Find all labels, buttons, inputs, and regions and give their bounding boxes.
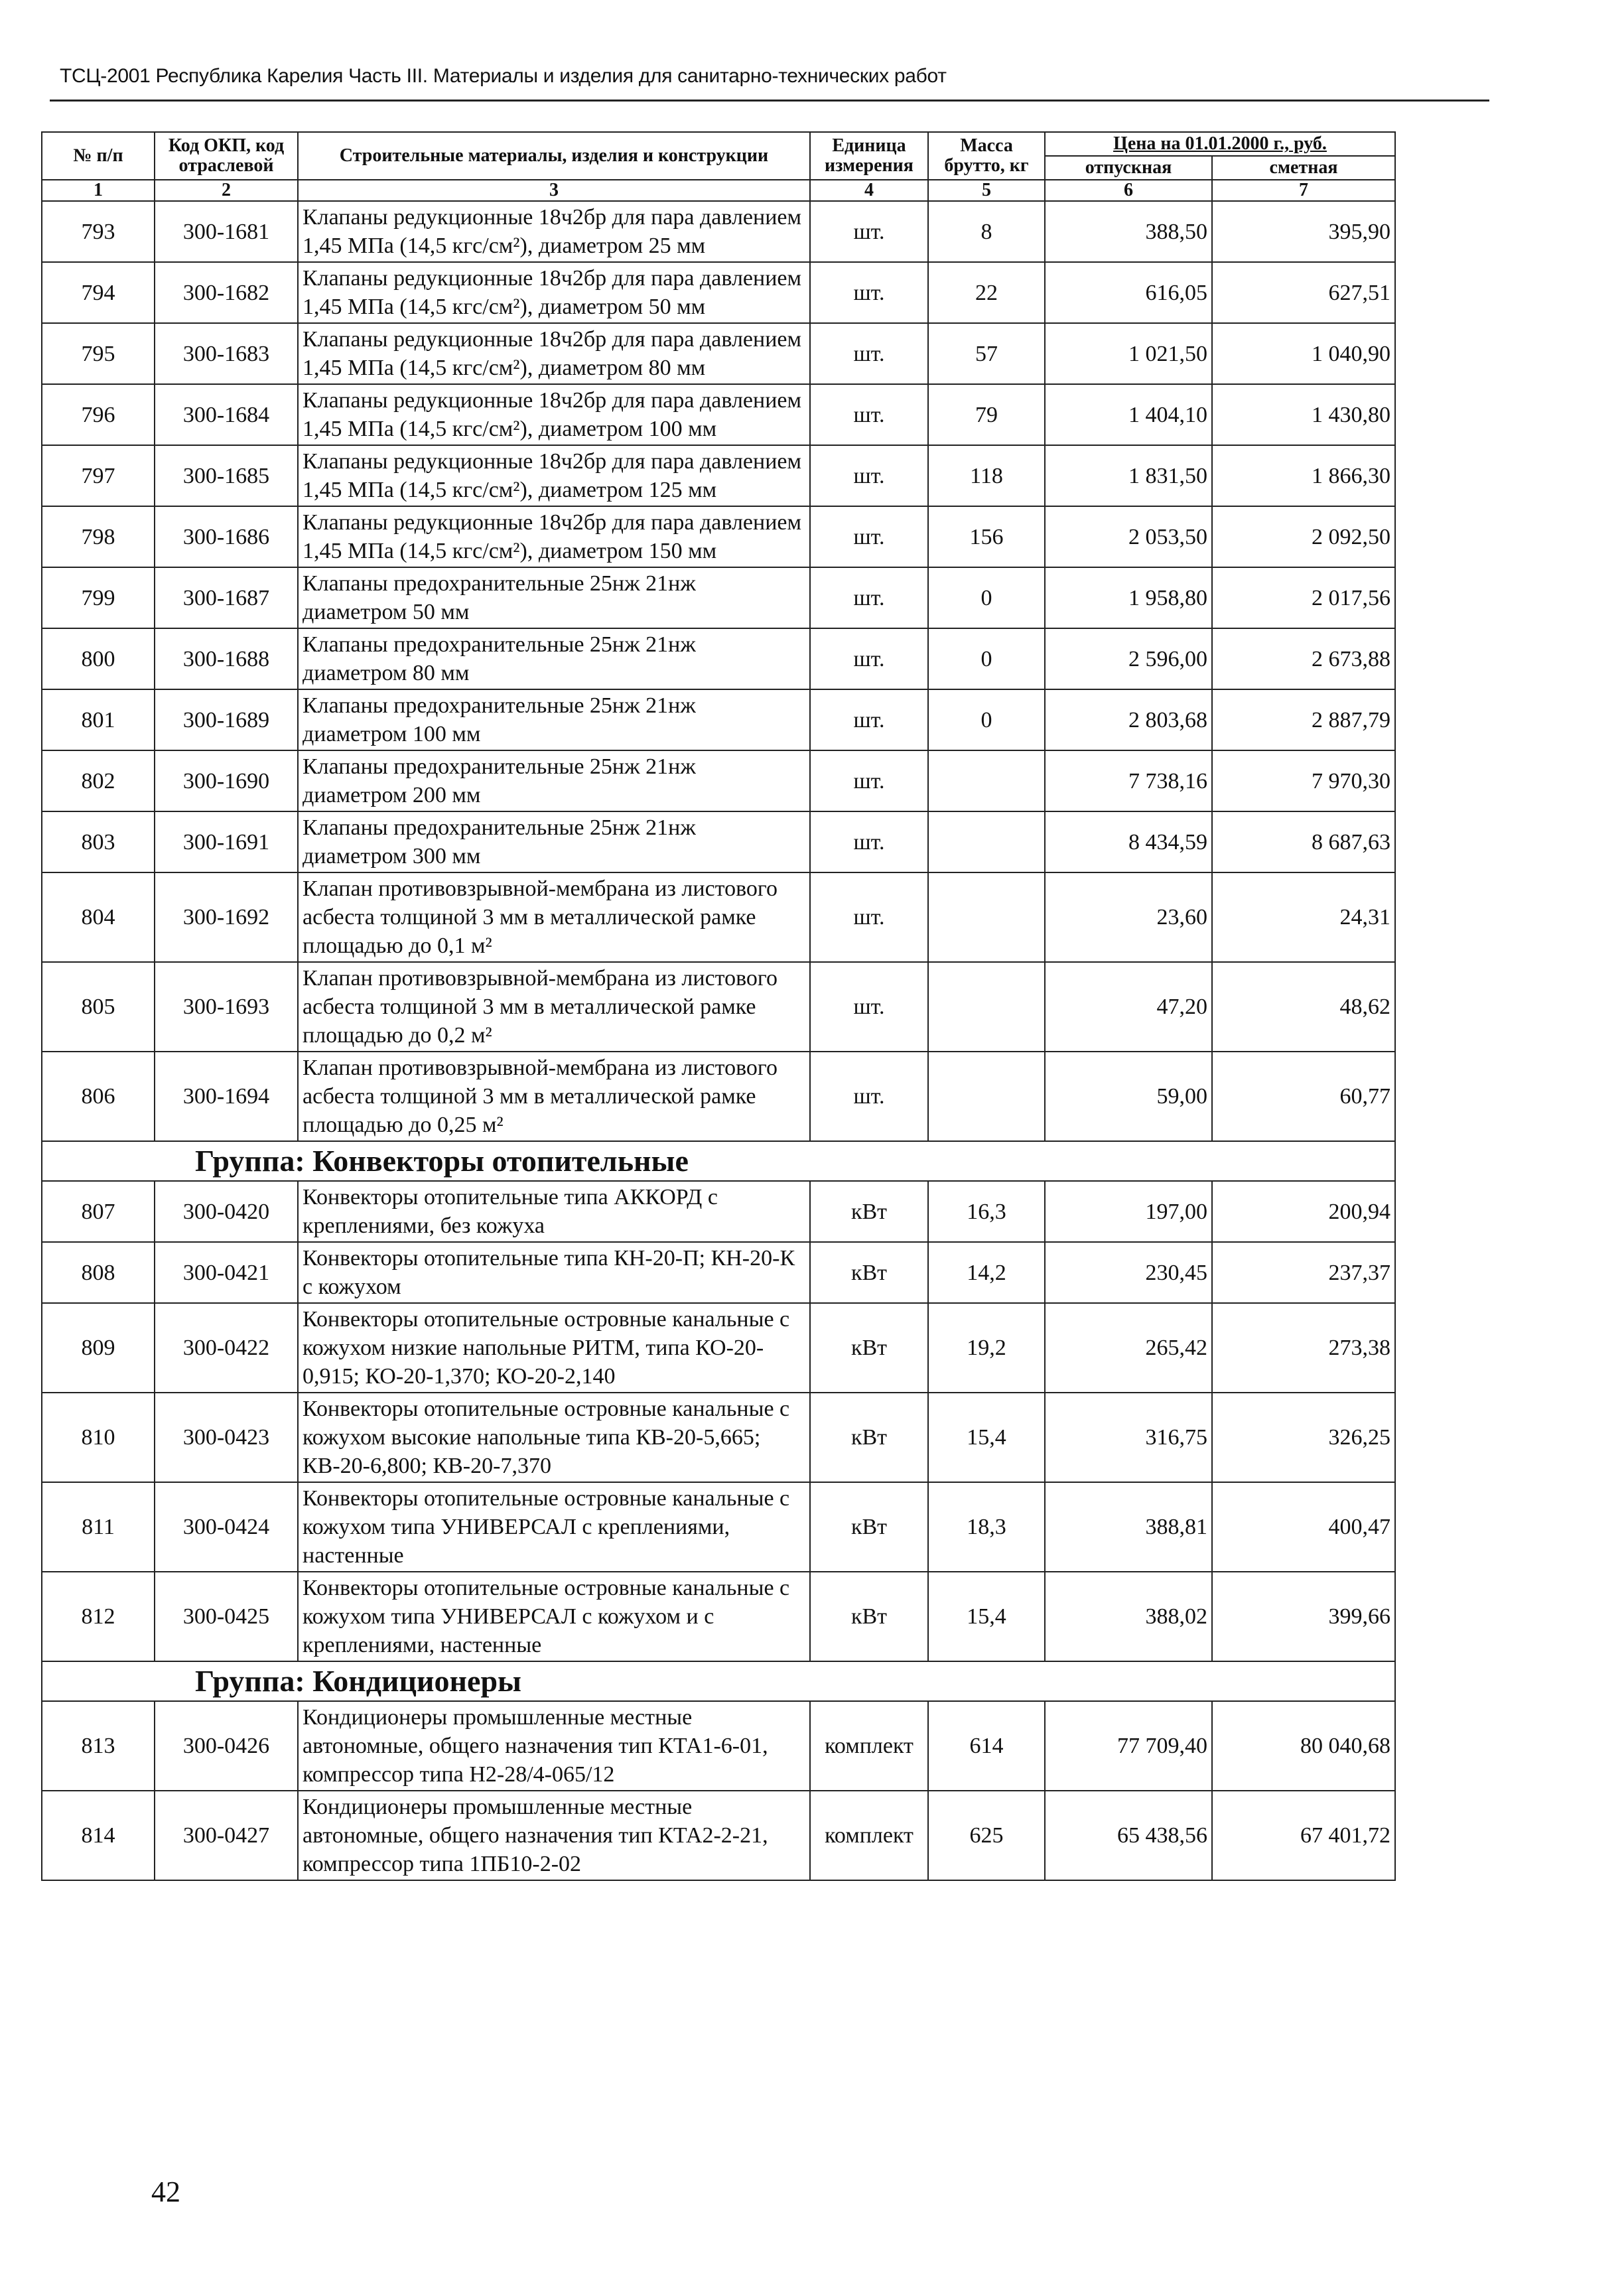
row-code: 300-1690	[155, 750, 298, 811]
row-mass: 16,3	[928, 1181, 1045, 1242]
row-code: 300-1684	[155, 384, 298, 445]
row-price-estimate: 80 040,68	[1212, 1701, 1395, 1791]
row-description: Конвекторы отопительные типа АККОРД с креплениями, без кожуха	[298, 1181, 810, 1242]
row-price-release: 47,20	[1045, 962, 1212, 1052]
row-description: Клапаны редукционные 18ч2бр для пара давлением 1,45 МПа (14,5 кгс/см²), диаметром 80 мм	[298, 323, 810, 384]
row-price-estimate: 1 040,90	[1212, 323, 1395, 384]
row-code: 300-0425	[155, 1572, 298, 1661]
table-row	[42, 1242, 1395, 1303]
row-mass: 22	[928, 262, 1045, 323]
row-code: 300-1683	[155, 323, 298, 384]
table-body	[42, 201, 1395, 1880]
row-price-release: 265,42	[1045, 1303, 1212, 1393]
row-mass: 18,3	[928, 1482, 1045, 1572]
row-price-estimate: 2 092,50	[1212, 506, 1395, 567]
row-price-release: 8 434,59	[1045, 811, 1212, 872]
row-mass: 614	[928, 1701, 1045, 1791]
row-code: 300-1682	[155, 262, 298, 323]
row-mass	[928, 811, 1045, 872]
row-number: 805	[42, 962, 155, 1052]
table-row	[42, 1572, 1395, 1661]
column-number: 1	[42, 180, 155, 201]
row-description: Клапаны редукционные 18ч2бр для пара давлением 1,45 МПа (14,5 кгс/см²), диаметром 100 мм	[298, 384, 810, 445]
table-header-row	[42, 132, 1395, 156]
row-number: 800	[42, 628, 155, 689]
row-number: 808	[42, 1242, 155, 1303]
row-unit: шт.	[810, 567, 928, 628]
row-price-estimate: 395,90	[1212, 201, 1395, 262]
row-price-estimate: 399,66	[1212, 1572, 1395, 1661]
row-mass	[928, 962, 1045, 1052]
row-unit: кВт	[810, 1572, 928, 1661]
row-price-release: 388,02	[1045, 1572, 1212, 1661]
table-row	[42, 1701, 1395, 1791]
column-number: 2	[155, 180, 298, 201]
row-price-release: 2 803,68	[1045, 689, 1212, 750]
row-price-estimate: 8 687,63	[1212, 811, 1395, 872]
row-description: Клапан противовзрывной-мембрана из листового асбеста толщиной 3 мм в металлической рамке площадью до 0,2 м²	[298, 962, 810, 1052]
row-unit: шт.	[810, 506, 928, 567]
row-price-estimate: 60,77	[1212, 1052, 1395, 1141]
table-row	[42, 1791, 1395, 1880]
row-description: Кондиционеры промышленные местные автономные, общего назначения тип КТА1-6-01, компрессор типа Н2-28/4-065/12	[298, 1701, 810, 1791]
row-code: 300-1688	[155, 628, 298, 689]
row-number: 802	[42, 750, 155, 811]
row-price-estimate: 2 673,88	[1212, 628, 1395, 689]
row-price-estimate: 326,25	[1212, 1393, 1395, 1482]
row-unit: кВт	[810, 1181, 928, 1242]
col-header-price-estimate: сметная	[1212, 156, 1395, 180]
row-code: 300-1691	[155, 811, 298, 872]
row-price-estimate: 24,31	[1212, 872, 1395, 962]
row-price-release: 616,05	[1045, 262, 1212, 323]
row-unit: шт.	[810, 872, 928, 962]
row-code: 300-0421	[155, 1242, 298, 1303]
row-number: 803	[42, 811, 155, 872]
row-code: 300-1693	[155, 962, 298, 1052]
table-row	[42, 1052, 1395, 1141]
row-unit: шт.	[810, 445, 928, 506]
row-number: 794	[42, 262, 155, 323]
row-price-estimate: 273,38	[1212, 1303, 1395, 1393]
row-mass: 118	[928, 445, 1045, 506]
row-code: 300-1686	[155, 506, 298, 567]
row-mass: 625	[928, 1791, 1045, 1880]
row-code: 300-0423	[155, 1393, 298, 1482]
row-mass	[928, 1052, 1045, 1141]
row-unit: комплект	[810, 1791, 928, 1880]
row-unit: шт.	[810, 628, 928, 689]
row-number: 795	[42, 323, 155, 384]
table-row	[42, 1393, 1395, 1482]
row-number: 810	[42, 1393, 155, 1482]
row-price-estimate: 237,37	[1212, 1242, 1395, 1303]
row-description: Конвекторы отопительные островные канальные с кожухом типа УНИВЕРСАЛ с кожухом и с креплениями, настенные	[298, 1572, 810, 1661]
row-price-release: 65 438,56	[1045, 1791, 1212, 1880]
row-number: 813	[42, 1701, 155, 1791]
row-code: 300-1685	[155, 445, 298, 506]
row-unit: кВт	[810, 1303, 928, 1393]
table-row	[42, 567, 1395, 628]
row-price-estimate: 7 970,30	[1212, 750, 1395, 811]
row-price-release: 1 404,10	[1045, 384, 1212, 445]
row-mass: 57	[928, 323, 1045, 384]
row-price-estimate: 400,47	[1212, 1482, 1395, 1572]
row-description: Клапан противовзрывной-мембрана из листового асбеста толщиной 3 мм в металлической рамке площадью до 0,1 м²	[298, 872, 810, 962]
row-price-estimate: 48,62	[1212, 962, 1395, 1052]
table-row	[42, 445, 1395, 506]
col-header-price-release: отпускная	[1045, 156, 1212, 180]
column-number: 4	[810, 180, 928, 201]
row-number: 796	[42, 384, 155, 445]
row-price-estimate: 200,94	[1212, 1181, 1395, 1242]
table-row	[42, 750, 1395, 811]
row-description: Клапаны предохранительные 25нж 21нж диаметром 300 мм	[298, 811, 810, 872]
row-price-release: 59,00	[1045, 1052, 1212, 1141]
row-number: 814	[42, 1791, 155, 1880]
row-unit: шт.	[810, 323, 928, 384]
row-number: 806	[42, 1052, 155, 1141]
row-code: 300-0422	[155, 1303, 298, 1393]
col-header-unit: Единица измерения	[810, 132, 928, 180]
row-mass: 0	[928, 567, 1045, 628]
row-description: Клапан противовзрывной-мембрана из листового асбеста толщиной 3 мм в металлической рамке площадью до 0,25 м²	[298, 1052, 810, 1141]
row-description: Клапаны редукционные 18ч2бр для пара давлением 1,45 МПа (14,5 кгс/см²), диаметром 125 мм	[298, 445, 810, 506]
row-number: 811	[42, 1482, 155, 1572]
row-price-estimate: 67 401,72	[1212, 1791, 1395, 1880]
column-number-row	[42, 180, 1395, 201]
page-header-title: ТСЦ-2001 Республика Карелия Часть III. Материалы и изделия для санитарно-технических работ	[60, 65, 947, 87]
row-price-release: 197,00	[1045, 1181, 1212, 1242]
row-price-release: 1 831,50	[1045, 445, 1212, 506]
row-number: 804	[42, 872, 155, 962]
row-price-estimate: 2 017,56	[1212, 567, 1395, 628]
row-unit: шт.	[810, 384, 928, 445]
row-price-release: 1 958,80	[1045, 567, 1212, 628]
row-unit: кВт	[810, 1393, 928, 1482]
column-number: 5	[928, 180, 1045, 201]
row-code: 300-0420	[155, 1181, 298, 1242]
row-code: 300-0426	[155, 1701, 298, 1791]
materials-price-table	[41, 131, 1396, 1881]
row-description: Клапаны предохранительные 25нж 21нж диаметром 100 мм	[298, 689, 810, 750]
row-mass	[928, 750, 1045, 811]
table-row	[42, 262, 1395, 323]
row-code: 300-0424	[155, 1482, 298, 1572]
row-price-release: 230,45	[1045, 1242, 1212, 1303]
row-number: 801	[42, 689, 155, 750]
group-header-row	[42, 1141, 1395, 1181]
group-title: Группа: Кондиционеры	[42, 1661, 1395, 1701]
row-description: Клапаны предохранительные 25нж 21нж диаметром 80 мм	[298, 628, 810, 689]
row-number: 812	[42, 1572, 155, 1661]
row-description: Конвекторы отопительные островные канальные с кожухом типа УНИВЕРСАЛ с креплениями, настенные	[298, 1482, 810, 1572]
row-unit: шт.	[810, 962, 928, 1052]
row-price-release: 2 596,00	[1045, 628, 1212, 689]
table-row	[42, 872, 1395, 962]
table-row	[42, 384, 1395, 445]
column-number: 7	[1212, 180, 1395, 201]
row-mass: 8	[928, 201, 1045, 262]
row-number: 809	[42, 1303, 155, 1393]
row-description: Клапаны редукционные 18ч2бр для пара давлением 1,45 МПа (14,5 кгс/см²), диаметром 150 мм	[298, 506, 810, 567]
row-mass: 0	[928, 689, 1045, 750]
row-mass	[928, 872, 1045, 962]
column-number: 6	[1045, 180, 1212, 201]
row-code: 300-1689	[155, 689, 298, 750]
row-price-release: 2 053,50	[1045, 506, 1212, 567]
row-description: Кондиционеры промышленные местные автономные, общего назначения тип КТА2-2-21, компрессор типа 1ПБ10-2-02	[298, 1791, 810, 1880]
row-unit: шт.	[810, 1052, 928, 1141]
row-mass: 14,2	[928, 1242, 1045, 1303]
row-description: Конвекторы отопительные островные канальные с кожухом низкие напольные РИТМ, типа КО-20-0,915; КО-20-1,370; КО-20-2,140	[298, 1303, 810, 1393]
table-row	[42, 1482, 1395, 1572]
row-number: 797	[42, 445, 155, 506]
row-price-release: 7 738,16	[1045, 750, 1212, 811]
row-number: 798	[42, 506, 155, 567]
row-code: 300-1687	[155, 567, 298, 628]
row-unit: шт.	[810, 201, 928, 262]
row-mass: 19,2	[928, 1303, 1045, 1393]
col-header-mass: Масса брутто, кг	[928, 132, 1045, 180]
row-mass: 15,4	[928, 1572, 1045, 1661]
table-row	[42, 811, 1395, 872]
row-unit: шт.	[810, 750, 928, 811]
row-unit: комплект	[810, 1701, 928, 1791]
table-row	[42, 201, 1395, 262]
row-number: 799	[42, 567, 155, 628]
row-code: 300-1692	[155, 872, 298, 962]
row-price-release: 1 021,50	[1045, 323, 1212, 384]
row-mass: 15,4	[928, 1393, 1045, 1482]
col-header-code: Код ОКП, код отраслевой	[155, 132, 298, 180]
row-description: Клапаны предохранительные 25нж 21нж диаметром 50 мм	[298, 567, 810, 628]
row-code: 300-1694	[155, 1052, 298, 1141]
row-price-release: 316,75	[1045, 1393, 1212, 1482]
table-row	[42, 1303, 1395, 1393]
table-row	[42, 1181, 1395, 1242]
row-unit: шт.	[810, 689, 928, 750]
group-header-row	[42, 1661, 1395, 1701]
row-description: Клапаны предохранительные 25нж 21нж диаметром 200 мм	[298, 750, 810, 811]
row-price-estimate: 1 430,80	[1212, 384, 1395, 445]
row-code: 300-1681	[155, 201, 298, 262]
table-row	[42, 323, 1395, 384]
table-row	[42, 689, 1395, 750]
row-price-estimate: 1 866,30	[1212, 445, 1395, 506]
row-unit: шт.	[810, 262, 928, 323]
row-unit: кВт	[810, 1482, 928, 1572]
page-number: 42	[151, 2176, 180, 2208]
column-number: 3	[298, 180, 810, 201]
row-mass: 156	[928, 506, 1045, 567]
row-description: Конвекторы отопительные островные канальные с кожухом высокие напольные типа КВ-20-5,665; КВ-20-6,800; КВ-20-7,370	[298, 1393, 810, 1482]
col-header-num: № п/п	[42, 132, 155, 180]
row-unit: шт.	[810, 811, 928, 872]
row-price-estimate: 627,51	[1212, 262, 1395, 323]
col-header-price-group: Цена на 01.01.2000 г., руб.	[1045, 132, 1395, 156]
table-row	[42, 962, 1395, 1052]
row-mass: 79	[928, 384, 1045, 445]
group-title: Группа: Конвекторы отопительные	[42, 1141, 1395, 1181]
row-price-release: 388,81	[1045, 1482, 1212, 1572]
header-rule	[50, 100, 1489, 102]
row-price-release: 23,60	[1045, 872, 1212, 962]
table-row	[42, 628, 1395, 689]
row-price-release: 77 709,40	[1045, 1701, 1212, 1791]
row-mass: 0	[928, 628, 1045, 689]
row-description: Конвекторы отопительные типа КН-20-П; КН-20-К с кожухом	[298, 1242, 810, 1303]
row-description: Клапаны редукционные 18ч2бр для пара давлением 1,45 МПа (14,5 кгс/см²), диаметром 25 мм	[298, 201, 810, 262]
col-header-name: Строительные материалы, изделия и конструкции	[298, 132, 810, 180]
row-description: Клапаны редукционные 18ч2бр для пара давлением 1,45 МПа (14,5 кгс/см²), диаметром 50 мм	[298, 262, 810, 323]
row-number: 793	[42, 201, 155, 262]
row-price-estimate: 2 887,79	[1212, 689, 1395, 750]
row-code: 300-0427	[155, 1791, 298, 1880]
row-price-release: 388,50	[1045, 201, 1212, 262]
row-unit: кВт	[810, 1242, 928, 1303]
table-row	[42, 506, 1395, 567]
row-number: 807	[42, 1181, 155, 1242]
